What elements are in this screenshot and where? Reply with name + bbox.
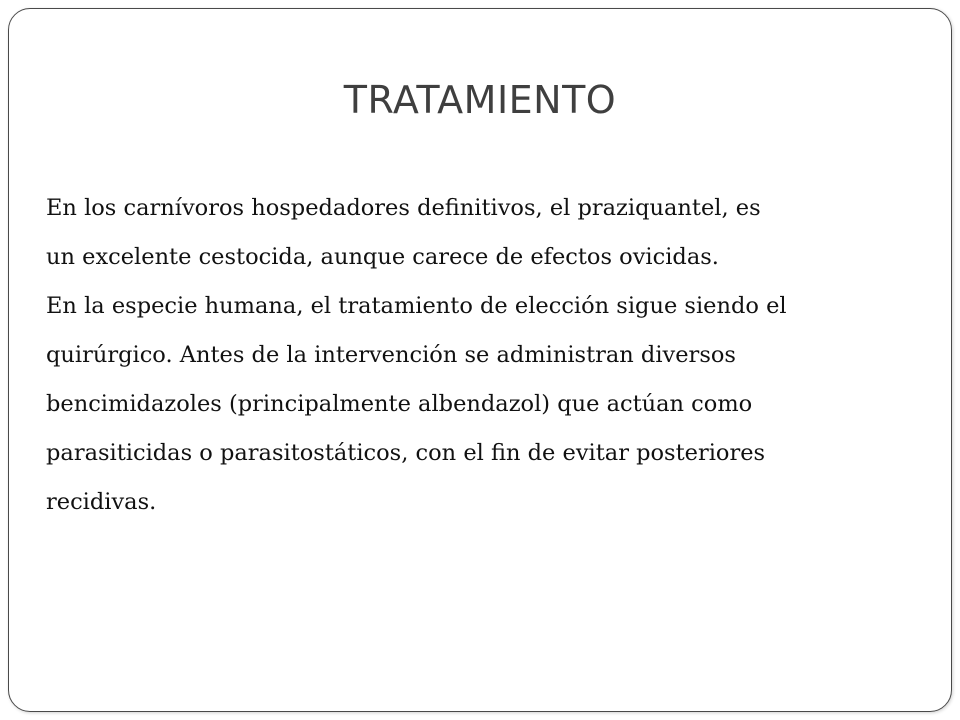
- body-line: un excelente cestocida, aunque carece de efectos ovicidas.: [46, 244, 719, 270]
- body-line: recidivas.: [46, 489, 157, 515]
- slide-body-text: [46, 184, 926, 527]
- body-line: En la especie humana, el tratamiento de elección sigue siendo el: [46, 293, 787, 319]
- slide-title: TRATAMIENTO: [343, 78, 617, 122]
- body-line: En los carnívoros hospedadores definitivos, el praziquantel, es: [46, 195, 761, 221]
- body-line: parasiticidas o parasitostáticos, con el fin de evitar posteriores: [46, 440, 766, 466]
- body-line: bencimidazoles (principalmente albendazol) que actúan como: [46, 391, 753, 417]
- body-line: quirúrgico. Antes de la intervención se administran diversos: [46, 342, 736, 368]
